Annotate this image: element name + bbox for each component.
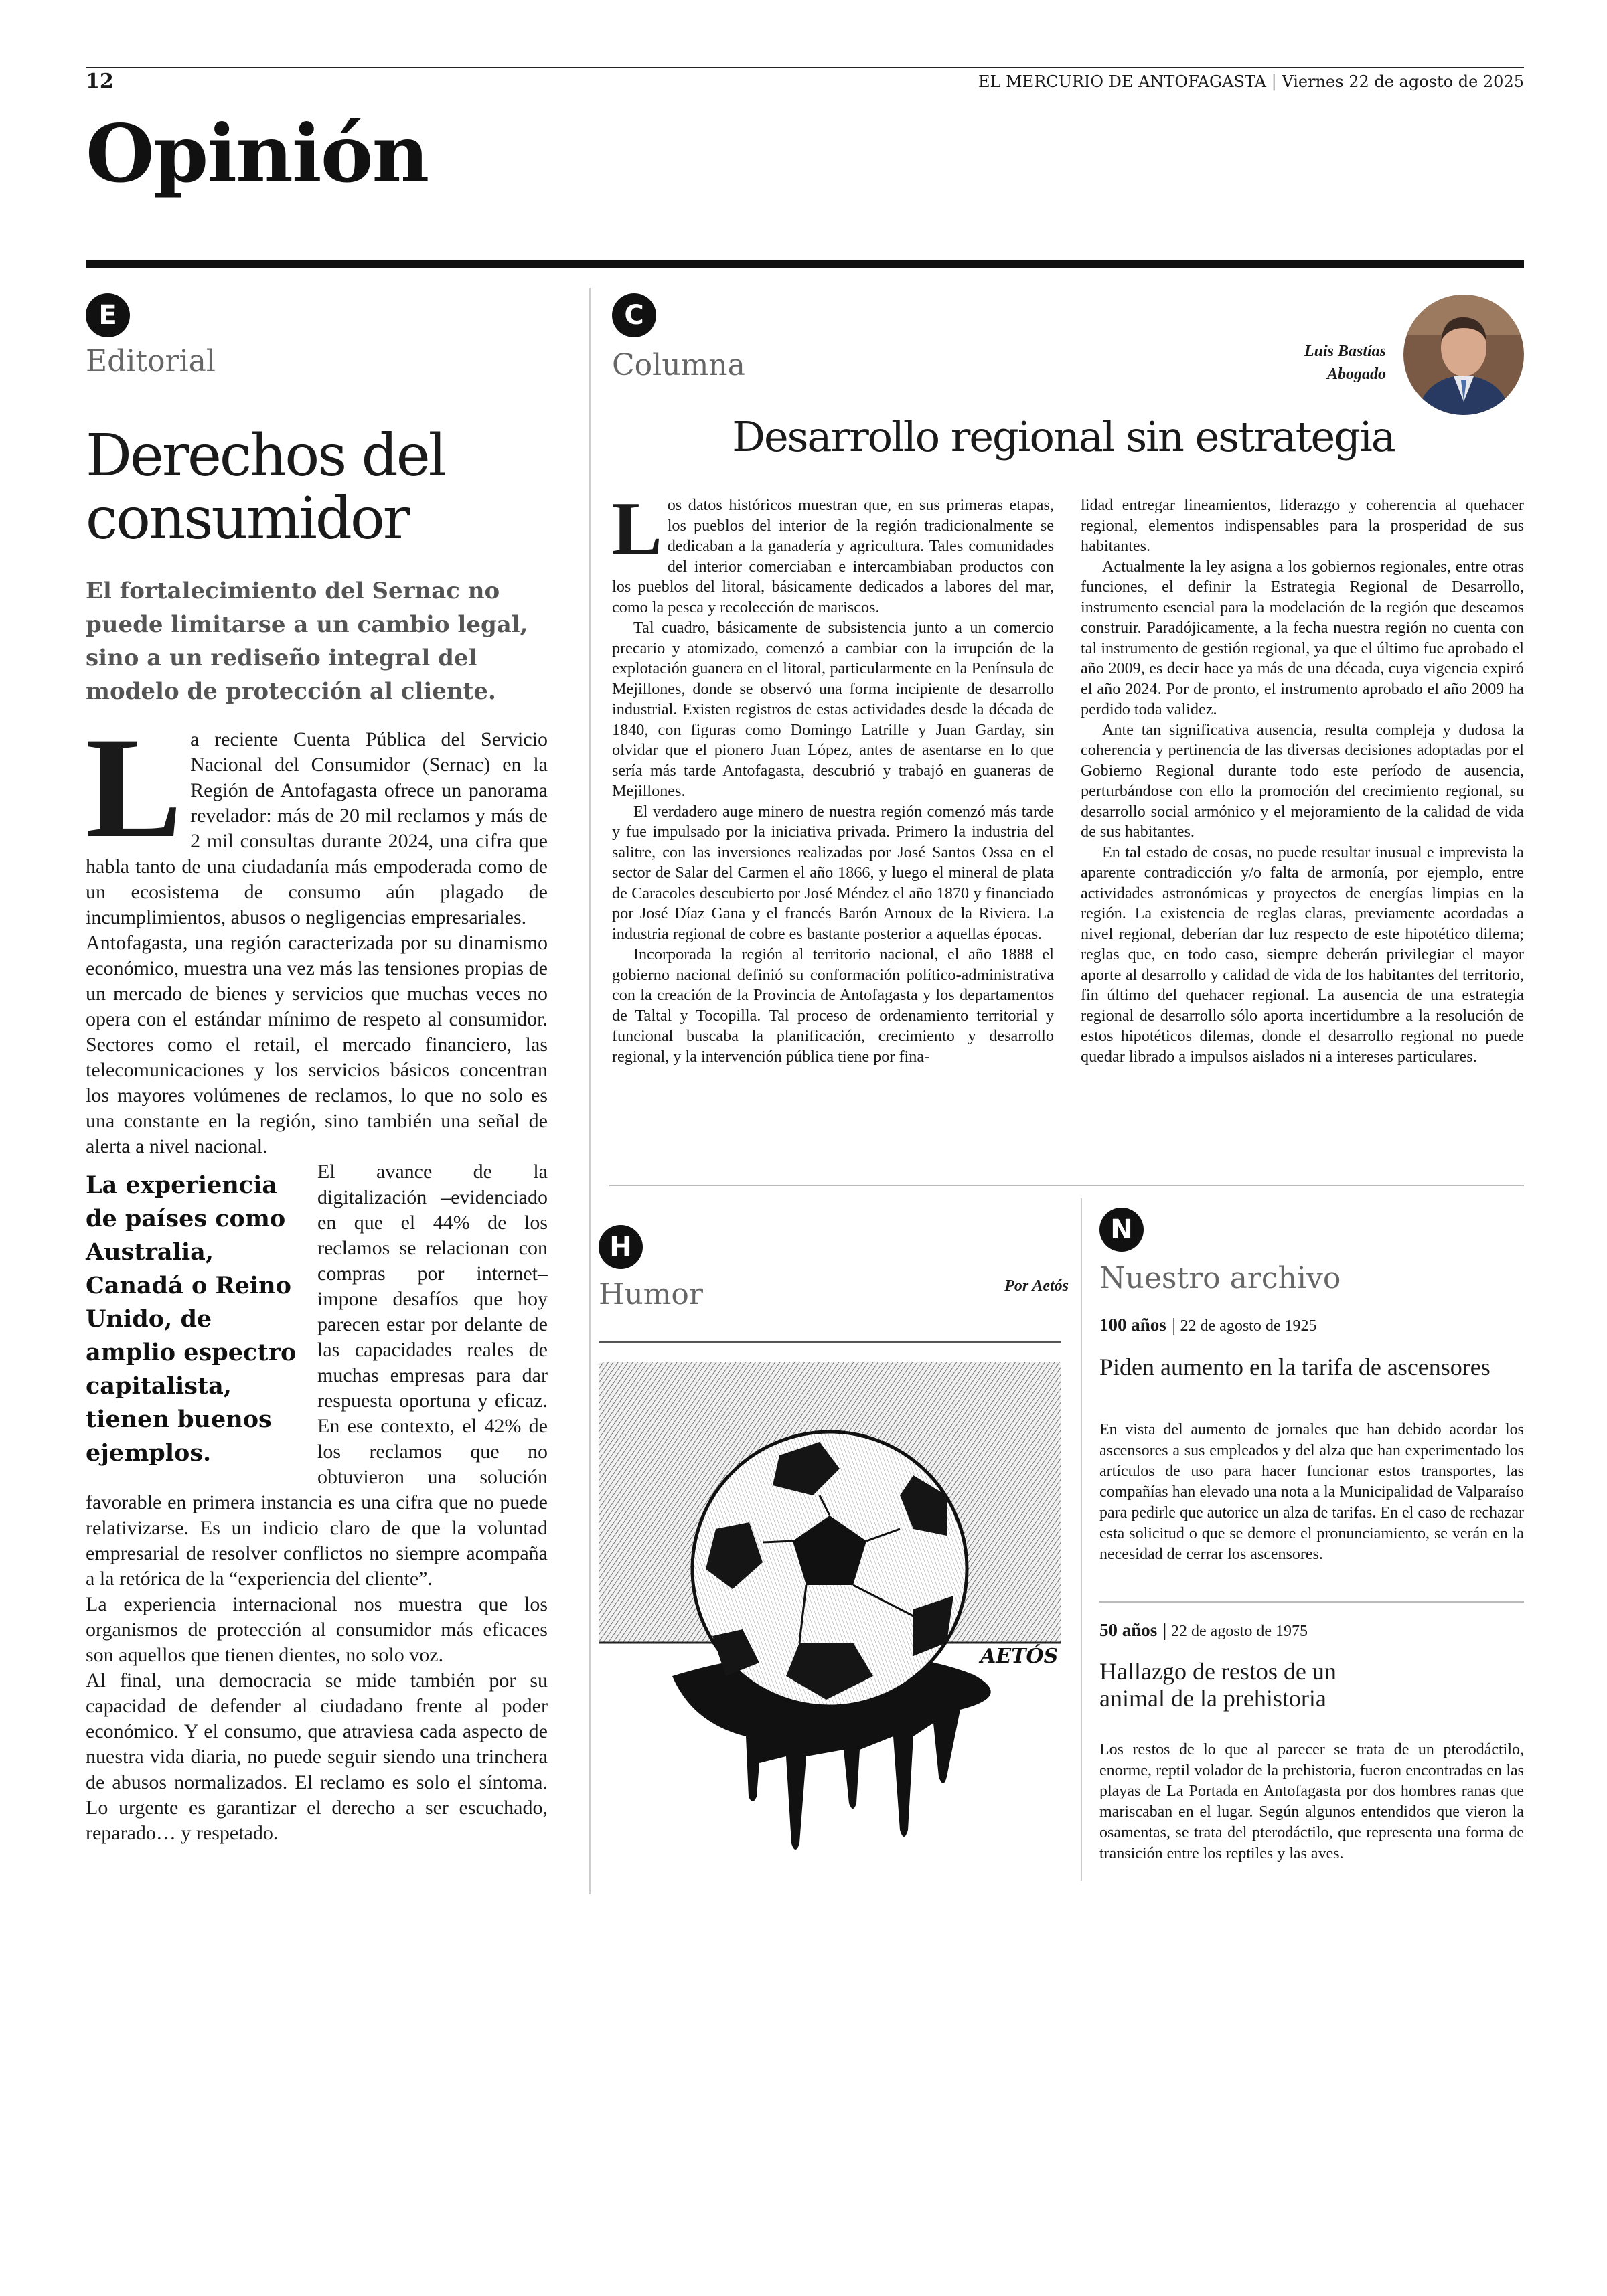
editorial-dropcap: L bbox=[86, 708, 183, 868]
cartoon-signature: AETÓS bbox=[980, 1645, 1059, 1668]
archive-date: 22 de agosto de 1975 bbox=[1171, 1623, 1308, 1640]
column-byline bbox=[1304, 340, 1386, 386]
masthead bbox=[978, 72, 1524, 91]
column-body-right bbox=[1081, 495, 1524, 1067]
archive-rule bbox=[1099, 1601, 1524, 1603]
author-photo bbox=[1403, 295, 1524, 415]
column-paragraph: Incorporada la región al territorio nacional, el año 1888 el gobierno nacional definió su conformación político-administrativa con la creación de la Provincia de Antofagasta y los departamentos de Taltal y Tocopilla. Tal proceso de ordenamiento territorial y funcional buscaba la planificación, crecimiento y desarrollo regional, y la intervención pública tiene por fina- bbox=[612, 945, 1054, 1066]
archive-text: En vista del aumento de jornales que han debido acordar los ascensores a sus empleados y del alza que han experimentado los artículos de uso para hacer funcionar estos transportes, las compañías han elevado una nota a la Municipalidad de Valparaíso para pedirle que autorice un alza de tarifas. En el caso de rechazar esta solicitud o que se demore el pronunciamiento, se verán en la necesidad de cerrar los ascensores. bbox=[1099, 1421, 1524, 1563]
column-kicker: Columna bbox=[612, 348, 745, 382]
editorial-paragraph: Al final, una democracia se mide también por su capacidad de defender al ciudadano frente al poder económico. Y el consumo, que atraviesa cada aspecto de nuestra vida diaria, no puede seguir siendo una trinchera de abusos normalizados. El reclamo es solo el síntoma. Lo urgente es garantizar el derecho a ser escuchado, reparado… y respetado. bbox=[86, 1669, 548, 1844]
editorial-paragraph: La experiencia internacional nos muestra que los organismos de protección al consumidor más eficaces son aquellos que tienen dientes, no solo voz. bbox=[86, 1593, 548, 1666]
archive-kicker: Nuestro archivo bbox=[1099, 1261, 1341, 1295]
archive-item bbox=[1099, 1620, 1524, 1864]
column-paragraph: El verdadero auge minero de nuestra región comenzó más tarde y fue impulsado por la iniciativa privada. Primero la industria del salitre, con las inversiones realizadas por José Santos Ossa en el sector de Salar del Carmen el año 1866, y luego el mineral de plata de Caracoles descubierto por José Méndez el año 1870 y financiado por José Díaz Gana y el francés Barón Arnoux de la Riviera. La industria regional de cobre es bastante posterior a aquellas épocas. bbox=[612, 802, 1054, 943]
editorial-badge: E bbox=[86, 293, 130, 337]
editorial-paragraph: La reciente Cuenta Pública del Servicio Nacional del Consumidor (Sernac) en la Región de Antofagasta ofrece un panorama revelador: más de 20 mil reclamos y más de 2 mil consultas durante 2024, una cifra que habla tanto de una ciudadanía más empoderada como de un ecosistema de consumo aún plagado de incumplimientos, abusos o negligencias empresariales. bbox=[86, 708, 548, 928]
humor-rule bbox=[599, 1341, 1061, 1343]
archive-headline: Piden aumento en la tarifa de ascensores bbox=[1099, 1354, 1490, 1380]
archive-years: 100 años bbox=[1099, 1315, 1166, 1335]
newspaper-name: EL MERCURIO DE ANTOFAGASTA bbox=[978, 72, 1266, 91]
editorial-deck: El fortalecimiento del Sernac no puede limitarse a un cambio legal, sino a un rediseño integral del modelo de protección al cliente. bbox=[86, 578, 528, 705]
editorial-headline: Derechos del consumidor bbox=[86, 422, 445, 552]
archive-headline: Hallazgo de restos de un animal de la prehistoria bbox=[1099, 1658, 1336, 1712]
humor-cartoon bbox=[599, 1362, 1061, 1877]
page-number: 12 bbox=[86, 70, 114, 93]
section-rule bbox=[86, 260, 1524, 268]
editorial-paragraph: Antofagasta, una región caracterizada por su dinamismo económico, muestra una vez más las tensiones propias de un mercado de bienes y servicios que muchas veces no opera con el estándar mínimo de respeto al consumidor. Sectores como el retail, el mercado financiero, las telecomunicaciones y los servicios básicos concentran los mayores volúmenes de reclamos, lo que no solo es una constante en la región, sino también una señal de alerta a nivel nacional. bbox=[86, 932, 548, 1157]
archive-text: Los restos de lo que al parecer se trata de un pterodáctilo, enorme, reptil volador de la prehistoria, fueron encontradas en las playas de La Portada en Antofagasta por dos hombres ranas que mariscaban en el lugar. Según algunos entendidos que vieron la osamentas, se trata del pterodáctilo, que representa una forma de transición entre los reptiles y las aves. bbox=[1099, 1741, 1524, 1862]
column-author: Luis Bastías bbox=[1304, 343, 1386, 360]
section-title: Opinión bbox=[86, 107, 429, 200]
column-dropcap: L bbox=[612, 487, 662, 570]
header-rule bbox=[86, 67, 1524, 68]
issue-date: Viernes 22 de agosto de 2025 bbox=[1282, 72, 1524, 91]
archive-separator: | bbox=[1162, 1620, 1172, 1640]
column-paragraph: Tal cuadro, básicamente de subsistencia junto a un comercio precario y atomizado, comenzó a cambiar con la irrupción de la explotación guanera en el litoral, particularmente en la Península de Mejillones, donde se observó una forma incipiente de desarrollo industrial. Existen registros de estas actividades desde la década de 1840, con figuras como Domingo Latrille y Juan Garday, sin olvidar que el pionero Juan López, antes de asentarse en lo que sería más tarde Antofagasta, descubrió y trabajó en guaneras de Mejillones. bbox=[612, 619, 1054, 800]
column-author-role: Abogado bbox=[1326, 365, 1386, 383]
column-body-left bbox=[612, 487, 1054, 1067]
humor-divider bbox=[1081, 1198, 1082, 1881]
editorial-body bbox=[86, 708, 548, 1846]
column-divider bbox=[589, 288, 591, 1894]
column-paragraph: Ante tan significativa ausencia, resulta compleja y dudosa la coherencia y pertinencia de las diversas decisiones adoptadas por el Gobierno Regional durante todo este período de ausencia, perturbándose con ello la promoción del crecimiento regional, su desarrollo social armónico y el mejoramiento de la calidad de vida de sus habitantes. bbox=[1081, 720, 1524, 841]
archive-date: 22 de agosto de 1925 bbox=[1180, 1317, 1317, 1335]
column-paragraph: En tal estado de cosas, no puede resultar inusual e imprevista la aparente contradicción y/o falta de armonía, por ejemplo, entre actividades astronómicas y proyectos de energías limpias en la región. La existencia de reglas claras, previamente acordadas a nivel regional, deberían dar luz respecto de este hipotético dilema; reglas que, en todo caso, siempre deberán privilegiar el mayor aporte al desarrollo y calidad de vida de los habitantes del territorio, fin último del quehacer regional. La ausencia de una estrategia regional de desarrollo sólo aporta incertidumbre a la resolución de estos hipotéticos dilemas, donde el desarrollo regional no puede quedar librado a impulsos aislados ni a intereses particulares. bbox=[1081, 843, 1524, 1066]
column-headline: Desarrollo regional sin estrategia bbox=[732, 412, 1395, 461]
humor-kicker: Humor bbox=[599, 1277, 703, 1311]
column-bottom-rule bbox=[609, 1185, 1524, 1186]
humor-badge: H bbox=[599, 1225, 643, 1269]
column-badge: C bbox=[612, 293, 656, 337]
column-paragraph: lidad entregar lineamientos, liderazgo y coherencia al quehacer regional, elementos indispensables para la prosperidad de sus habitantes. bbox=[1081, 496, 1524, 555]
column-paragraph: Los datos históricos muestran que, en sus primeras etapas, los pueblos del interior de la región tradicionalmente se dedicaban a la ganadería y agricultura. Tales comunidades del interior comerciaban e intercambiaban productos con los pueblos del litoral, básicamente dedicados a labores del mar, como la pesca y recolección de mariscos. bbox=[612, 487, 1054, 617]
archive-years: 50 años bbox=[1099, 1620, 1158, 1640]
editorial-pullquote: La experiencia de países como Australia, Canadá o Reino Unido, de amplio espectro capitalista, tienen buenos ejemplos. bbox=[86, 1171, 297, 1467]
archive-item bbox=[1099, 1315, 1524, 1565]
column-paragraph: Actualmente la ley asigna a los gobiernos regionales, entre otras funciones, el definir la Estrategia Regional de Desarrollo, instrumento esencial para la modelación de la región que deseamos construir. Paradójicamente, a la fecha nuestra región no cuenta con tal instrumento de gestión regional, ya que el último fue aprobado el año 2009, es decir hace ya más de una década, cuya vigencia expiró el año 2024. Por de pronto, el instrumento aprobado el año 2009 ha perdido toda validez. bbox=[1081, 557, 1524, 718]
archive-badge: N bbox=[1099, 1208, 1144, 1252]
humor-author: Por Aetós bbox=[1004, 1277, 1069, 1295]
masthead-separator: | bbox=[1271, 72, 1282, 91]
editorial-paragraph: La experiencia de países como Australia, Canadá o Reino Unido, de amplio espectro capitalista, tienen buenos ejemplos. El avance de la digitalización –evidenciado en que el 44% de los reclamos se relacionan con compras por internet– impone desafíos que hoy parecen estar por delante de las capacidades reales de muchas empresas para dar respuesta oportuna y eficaz. En ese contexto, el 42% de los reclamos que no obtuvieron una solución favorable en primera instancia es una cifra que no puede relativizarse. Es un indicio claro de que la voluntad empresarial de resolver conflictos no siempre acompaña a la retórica de la “experiencia del cliente”. bbox=[86, 1161, 548, 1590]
archive-separator: | bbox=[1172, 1315, 1180, 1335]
editorial-kicker: Editorial bbox=[86, 344, 216, 378]
